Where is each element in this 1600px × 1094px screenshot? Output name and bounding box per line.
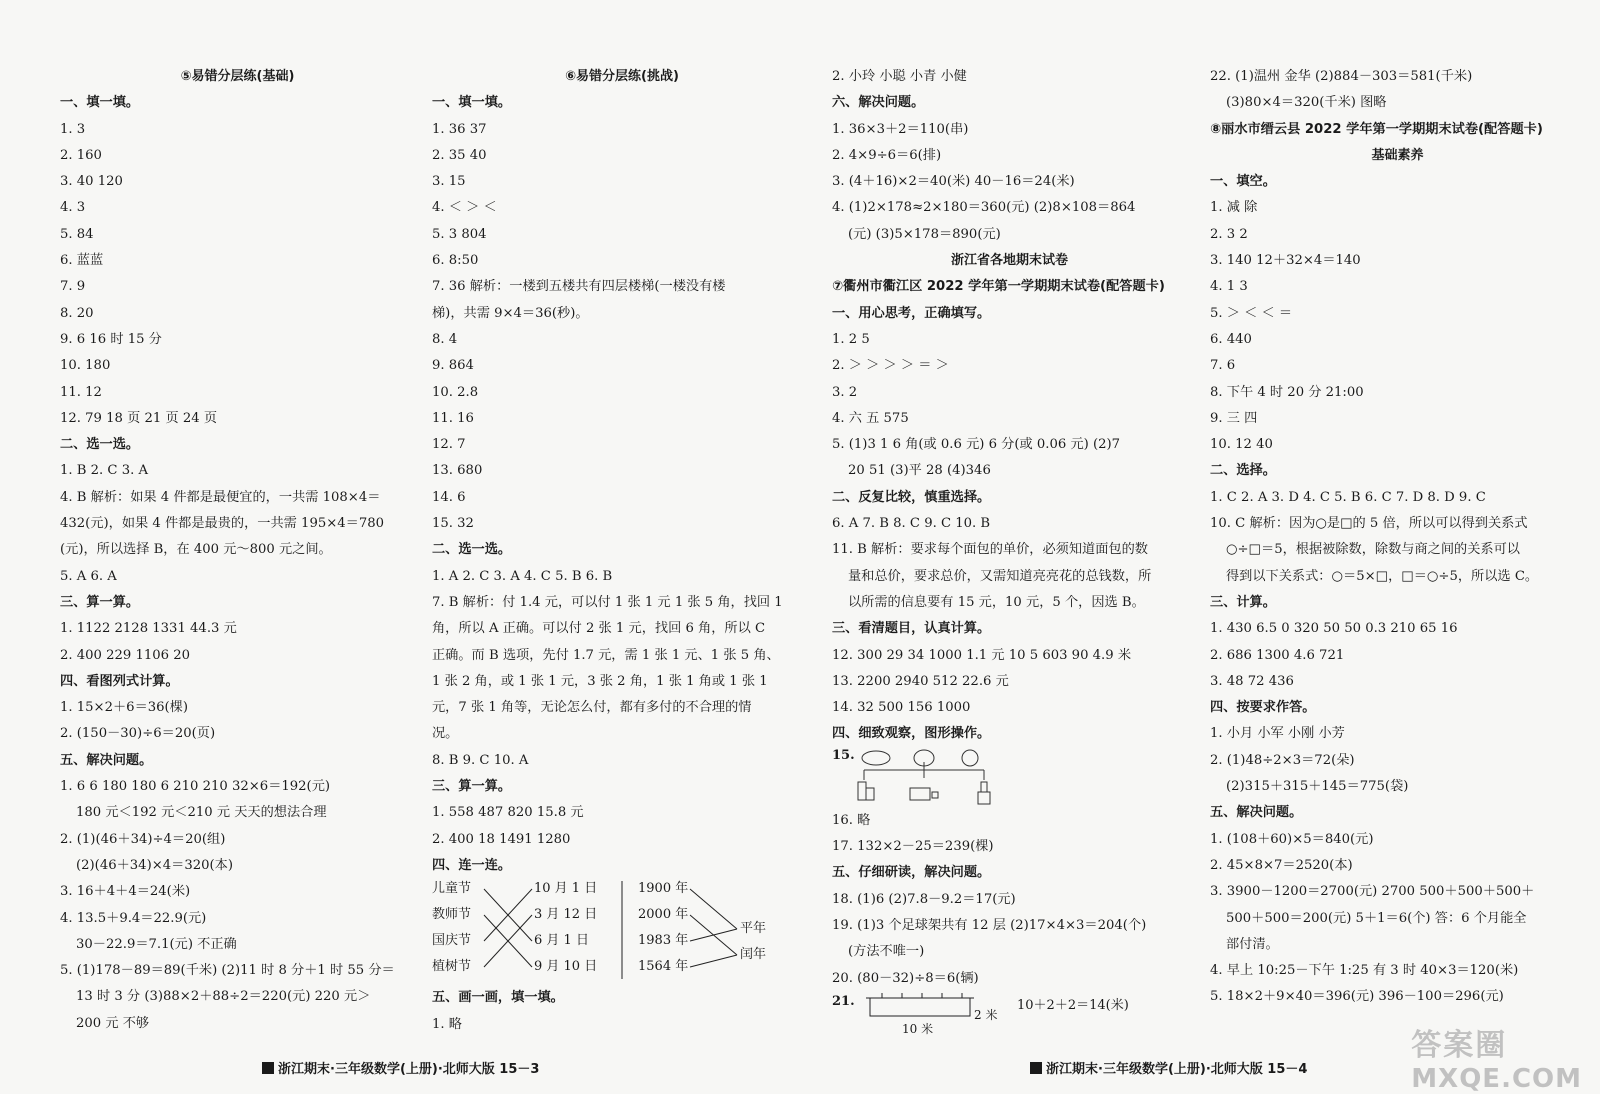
section-heading: 一、填一填。 xyxy=(60,95,140,111)
answer-line: ○÷□＝5，根据被除数，除数与商之间的关系可以 xyxy=(1226,542,1520,558)
answer-line: 20 51 (3)平 28 (4)346 xyxy=(848,463,991,479)
matching-item: 9 月 10 日 xyxy=(534,959,598,975)
answer-line: 11. B 解析：要求每个面包的单价，必须知道面包的数 xyxy=(832,542,1148,558)
answer-line: 2. (1)(46＋34)÷4＝20(组) xyxy=(60,831,226,847)
answer-line: 1. 36 37 xyxy=(432,121,487,137)
footer-right-text: 浙江期末·三年级数学(上册)·北师大版 15－4 xyxy=(1046,1062,1308,1077)
answer-line: 30－22.9＝7.1(元) 不正确 xyxy=(76,936,237,952)
answer-line: 1. 减 除 xyxy=(1210,200,1258,216)
answer-line: 14. 32 500 156 1000 xyxy=(832,700,971,716)
answer-line: 7. 9 xyxy=(60,279,86,295)
column-1 xyxy=(60,64,415,1037)
answer-line: 2. 160 xyxy=(60,147,102,163)
answer-line: 5. A 6. A xyxy=(60,568,117,584)
footer-right xyxy=(1030,1058,1307,1077)
section-heading: 四、看图列式计算。 xyxy=(60,673,179,689)
figure-15 xyxy=(832,748,1187,808)
answer-line: 元，7 张 1 角等，无论怎么付，都有多付的不合理的情 xyxy=(432,700,752,716)
section-heading: 基础素养 xyxy=(1371,147,1424,163)
answer-line: 2. 3 2 xyxy=(1210,226,1248,242)
answer-line: 12. 300 29 34 1000 1.1 元 10 5 603 90 4.9 米 xyxy=(832,647,1132,663)
matching-item: 2000 年 xyxy=(638,907,689,923)
answer-line: 角，所以 A 正确。可以付 2 张 1 元，找回 6 角，所以 C xyxy=(432,621,766,637)
matching-item: 1564 年 xyxy=(638,959,689,975)
matching-item: 闰年 xyxy=(740,947,767,963)
figure-21 xyxy=(832,992,1187,1038)
answer-line: 12. 7 xyxy=(432,437,466,453)
answer-line: 10. C 解析：因为○是□的 5 倍，所以可以得到关系式 xyxy=(1210,516,1528,532)
answer-line: 200 元 不够 xyxy=(76,1015,150,1031)
answer-line: 12. 79 18 页 21 页 24 页 xyxy=(60,410,218,426)
matching-item: 1983 年 xyxy=(638,933,689,949)
section-heading: 五、画一画，填一填。 xyxy=(432,990,564,1006)
section-heading: ⑧丽水市缙云县 2022 学年第一学期期末试卷(配答题卡) xyxy=(1210,121,1543,137)
answer-line: 18. (1)6 (2)7.8－9.2＝17(元) xyxy=(832,891,1016,907)
answer-line: 11. 12 xyxy=(60,384,102,400)
answer-line: 1. 558 487 820 15.8 元 xyxy=(432,805,584,821)
answer-line: (3)80×4＝320(千米) 图略 xyxy=(1226,95,1387,111)
watermark-bottom: MXQE.COM xyxy=(1411,1064,1582,1094)
answer-line: 15. 32 xyxy=(432,516,474,532)
answer-line: 4. B 解析：如果 4 件都是最便宜的，一共需 108×4＝ xyxy=(60,489,381,505)
section-heading: 三、计算。 xyxy=(1210,594,1276,610)
answer-line: 13. 680 xyxy=(432,463,483,479)
answer-line: 2. 400 18 1491 1280 xyxy=(432,831,571,847)
section-heading: ⑦衢州市衢江区 2022 学年第一学期期末试卷(配答题卡) xyxy=(832,279,1165,295)
answer-line: 432(元)，如果 4 件都是最贵的，一共需 195×4＝780 xyxy=(60,516,385,532)
figure-15-label: 15. xyxy=(832,747,855,763)
watermark-top: 答案圈 xyxy=(1411,1028,1508,1063)
section-heading: 四、细致观察，图形操作。 xyxy=(832,726,991,742)
answer-line: 4. 13.5＋9.4＝22.9(元) xyxy=(60,910,207,926)
answer-line: 6. 8:50 xyxy=(432,253,479,269)
matching-item: 10 月 1 日 xyxy=(534,881,598,897)
answer-line: 1. B 2. C 3. A xyxy=(60,463,149,479)
answer-line: 10. 2.8 xyxy=(432,384,479,400)
answer-line: 4. 六 五 575 xyxy=(832,410,909,426)
section-heading: 一、用心思考，正确填写。 xyxy=(832,305,991,321)
answer-line: 10. 12 40 xyxy=(1210,437,1273,453)
figure-21-width: 2 米 xyxy=(974,1007,998,1022)
answer-line: 1. 略 xyxy=(432,1016,462,1032)
answer-line: 14. 6 xyxy=(432,489,466,505)
answer-line: 1 张 2 角，或 1 张 1 元，3 张 2 角，1 张 1 角或 1 张 1 xyxy=(432,673,768,689)
answer-line: 5. 84 xyxy=(60,226,94,242)
answer-line: 6. 440 xyxy=(1210,331,1252,347)
answer-line: 1. 小月 小军 小刚 小芳 xyxy=(1210,726,1345,742)
answer-line: 1. 430 6.5 0 320 50 50 0.3 210 65 16 xyxy=(1210,621,1458,637)
answer-line: 17. 132×2－25＝239(棵) xyxy=(832,839,994,855)
answer-line: 2. 45×8×7＝2520(本) xyxy=(1210,857,1353,873)
answer-line: 6. A 7. B 8. C 9. C 10. B xyxy=(832,516,991,532)
answer-line: 部付清。 xyxy=(1226,936,1279,952)
answer-line: 以所需的信息要有 15 元，10 元，5 个，因选 B。 xyxy=(848,594,1145,610)
answer-line: 22. (1)温州 金华 (2)884－303＝581(千米) xyxy=(1210,69,1473,84)
section-heading: 二、选一选。 xyxy=(60,437,140,453)
answer-line: 2. 35 40 xyxy=(432,147,487,163)
column-4 xyxy=(1210,64,1585,1011)
matching-item: 植树节 xyxy=(432,959,472,975)
answer-line: 4. (1)2×178≈2×180＝360(元) (2)8×108＝864 xyxy=(832,200,1136,216)
answer-line: 3. 3900－1200＝2700(元) 2700 500＋500＋500＋ xyxy=(1210,884,1535,900)
section-heading: 五、解决问题。 xyxy=(1210,805,1303,821)
section-heading: 二、选一选。 xyxy=(432,542,512,558)
answer-line: 梯)，共需 9×4＝36(秒)。 xyxy=(432,305,589,321)
answer-line: 9. 三 四 xyxy=(1210,410,1258,426)
answer-line: 6. 蓝蓝 xyxy=(60,253,104,269)
answer-line: 1. A 2. C 3. A 4. C 5. B 6. B xyxy=(432,568,613,584)
answer-line: 1. 3 xyxy=(60,121,86,137)
answer-line: 1. 6 6 180 180 6 210 210 32×6＝192(元) xyxy=(60,779,331,795)
answer-line: (2)(46＋34)×4＝320(本) xyxy=(76,857,233,873)
answer-line: 量和总价，要求总价，又需知道亮亮花的总钱数，所 xyxy=(848,568,1152,584)
footer-square-icon xyxy=(262,1062,274,1074)
answer-line: 2. 4×9÷6＝6(排) xyxy=(832,147,942,163)
matching-item: 1900 年 xyxy=(638,881,689,897)
answer-line: 3. 40 120 xyxy=(60,174,123,190)
answer-line: 1. C 2. A 3. D 4. C 5. B 6. C 7. D 8. D 9. C xyxy=(1210,489,1486,505)
answer-line: 4. 3 xyxy=(60,200,86,216)
section-heading: 浙江省各地期末试卷 xyxy=(950,253,1068,269)
answer-line: 3. 48 72 436 xyxy=(1210,673,1294,689)
answer-line: 况。 xyxy=(432,726,459,742)
figure-21-label: 21. xyxy=(832,993,855,1009)
answer-line: 8. 下午 4 时 20 分 21:00 xyxy=(1210,384,1364,400)
answer-line: 7. 36 解析：一楼到五楼共有四层楼梯(一楼没有楼 xyxy=(432,279,726,295)
column-2 xyxy=(432,64,812,1038)
answer-line: 3. 140 12＋32×4＝140 xyxy=(1210,253,1361,269)
section-heading: 三、算一算。 xyxy=(60,594,140,610)
section-heading: ⑥易错分层练(挑战) xyxy=(565,69,679,84)
matching-exercise xyxy=(432,879,812,985)
matching-item: 儿童节 xyxy=(432,881,472,897)
answer-line: 5. (1)178－89＝89(千米) (2)11 时 8 分＋1 时 55 分＝ xyxy=(60,963,395,979)
answer-line: (方法不唯一) xyxy=(848,944,925,960)
footer-left xyxy=(262,1058,539,1077)
answer-line: 1. 15×2＋6＝36(棵) xyxy=(60,700,189,716)
answer-line: 8. 20 xyxy=(60,305,94,321)
footer-square-icon xyxy=(1030,1062,1042,1074)
section-heading: 三、算一算。 xyxy=(432,779,512,795)
answer-line: 11. 16 xyxy=(432,410,474,426)
answer-line: 3. 2 xyxy=(832,384,858,400)
section-heading: 四、按要求作答。 xyxy=(1210,700,1316,716)
answer-line: 7. 6 xyxy=(1210,358,1236,374)
matching-item: 平年 xyxy=(740,921,767,937)
section-heading: 二、选择。 xyxy=(1210,463,1276,479)
answer-line: 3. 16＋4＋4＝24(米) xyxy=(60,884,191,900)
answer-line: 500＋500＝200(元) 5＋1＝6(个) 答：6 个月能全 xyxy=(1226,910,1527,926)
matching-item: 6 月 1 日 xyxy=(534,933,589,949)
section-heading: 一、填一填。 xyxy=(432,95,512,111)
answer-line: 2. 686 1300 4.6 721 xyxy=(1210,647,1345,663)
answer-line: 4. ＜ ＞ ＜ xyxy=(432,200,497,216)
figure-21-length: 10 米 xyxy=(902,1021,934,1036)
answer-line: 8. B 9. C 10. A xyxy=(432,752,529,768)
answer-line: (元)，所以选择 B，在 400 元～800 元之间。 xyxy=(60,542,332,558)
answer-line: (元) (3)5×178＝890(元) xyxy=(848,226,1001,242)
answer-line: 正确。而 B 选项，先付 1.7 元，需 1 张 1 元、1 张 5 角、 xyxy=(432,647,780,663)
figure-15-drawing xyxy=(854,748,1054,808)
answer-line: 2. (150－30)÷6＝20(页) xyxy=(60,726,216,742)
answer-line: 7. B 解析：付 1.4 元，可以付 1 张 1 元 1 张 5 角，找回 1 xyxy=(432,594,783,610)
answer-line: 4. 1 3 xyxy=(1210,279,1248,295)
section-heading: 六、解决问题。 xyxy=(832,95,925,111)
section-heading: 五、解决问题。 xyxy=(60,752,153,768)
answer-line: (2)315＋315＋145＝775(袋) xyxy=(1226,779,1409,795)
answer-line: 2. (1)48÷2×3＝72(朵) xyxy=(1210,752,1355,768)
footer-left-text: 浙江期末·三年级数学(上册)·北师大版 15－3 xyxy=(278,1062,540,1077)
answer-line: 2. 400 229 1106 20 xyxy=(60,647,191,663)
matching-item: 教师节 xyxy=(432,907,472,923)
answer-line: 3. 15 xyxy=(432,174,466,190)
section-heading: 五、仔细研读，解决问题。 xyxy=(832,865,991,881)
answer-line: 5. (1)3 1 6 角(或 0.6 元) 6 分(或 0.06 元) (2)7 xyxy=(832,437,1121,453)
section-heading: 四、连一连。 xyxy=(432,857,512,873)
watermark xyxy=(1411,1020,1582,1094)
section-heading: 三、看清题目，认真计算。 xyxy=(832,621,991,637)
answer-line: 9. 6 16 时 15 分 xyxy=(60,331,162,347)
matching-item: 国庆节 xyxy=(432,933,472,949)
answer-line: 2. 小玲 小聪 小青 小健 xyxy=(832,69,967,84)
section-heading: 二、反复比较，慎重选择。 xyxy=(832,489,991,505)
answer-line: 13 时 3 分 (3)88×2＋88÷2＝220(元) 220 元＞ xyxy=(76,989,371,1005)
figure-21-equation: 10＋2＋2＝14(米) xyxy=(1017,997,1129,1013)
answer-line: 20. (80－32)÷8＝6(辆) xyxy=(832,970,979,986)
answer-line: 16. 略 xyxy=(832,812,871,828)
answer-line: 180 元＜192 元＜210 元 天天的想法合理 xyxy=(76,805,327,821)
section-heading: 一、填空。 xyxy=(1210,174,1276,190)
answer-line: 得到以下关系式：○＝5×□，□＝○÷5，所以选 C。 xyxy=(1226,568,1539,584)
answer-line: 5. 18×2＋9×40＝396(元) 396－100＝296(元) xyxy=(1210,989,1504,1005)
matching-item: 3 月 12 日 xyxy=(534,907,598,923)
answer-line: 4. 早上 10:25－下午 1:25 有 3 时 40×3＝120(米) xyxy=(1210,963,1519,979)
answer-line: 1. 36×3＋2＝110(串) xyxy=(832,121,969,137)
section-heading: ⑤易错分层练(基础) xyxy=(180,69,295,84)
answer-line: 1. (108＋60)×5＝840(元) xyxy=(1210,831,1374,847)
column-3 xyxy=(832,64,1187,1038)
answer-line: 2. ＞ ＞ ＞ ＞ ＝ ＞ xyxy=(832,358,949,374)
answer-line: 5. ＞ ＜ ＜ ＝ xyxy=(1210,305,1293,321)
answer-line: 9. 864 xyxy=(432,358,474,374)
answer-line: 13. 2200 2940 512 22.6 元 xyxy=(832,673,1009,689)
answer-line: 10. 180 xyxy=(60,358,111,374)
answer-line: 3. (4＋16)×2＝40(米) 40－16＝24(米) xyxy=(832,174,1075,190)
answer-line: 8. 4 xyxy=(432,331,458,347)
answer-line: 1. 1122 2128 1331 44.3 元 xyxy=(60,621,237,637)
answer-line: 19. (1)3 个足球架共有 12 层 (2)17×4×3＝204(个) xyxy=(832,917,1147,933)
answer-line: 5. 3 804 xyxy=(432,226,487,242)
answer-line: 1. 2 5 xyxy=(832,331,870,347)
